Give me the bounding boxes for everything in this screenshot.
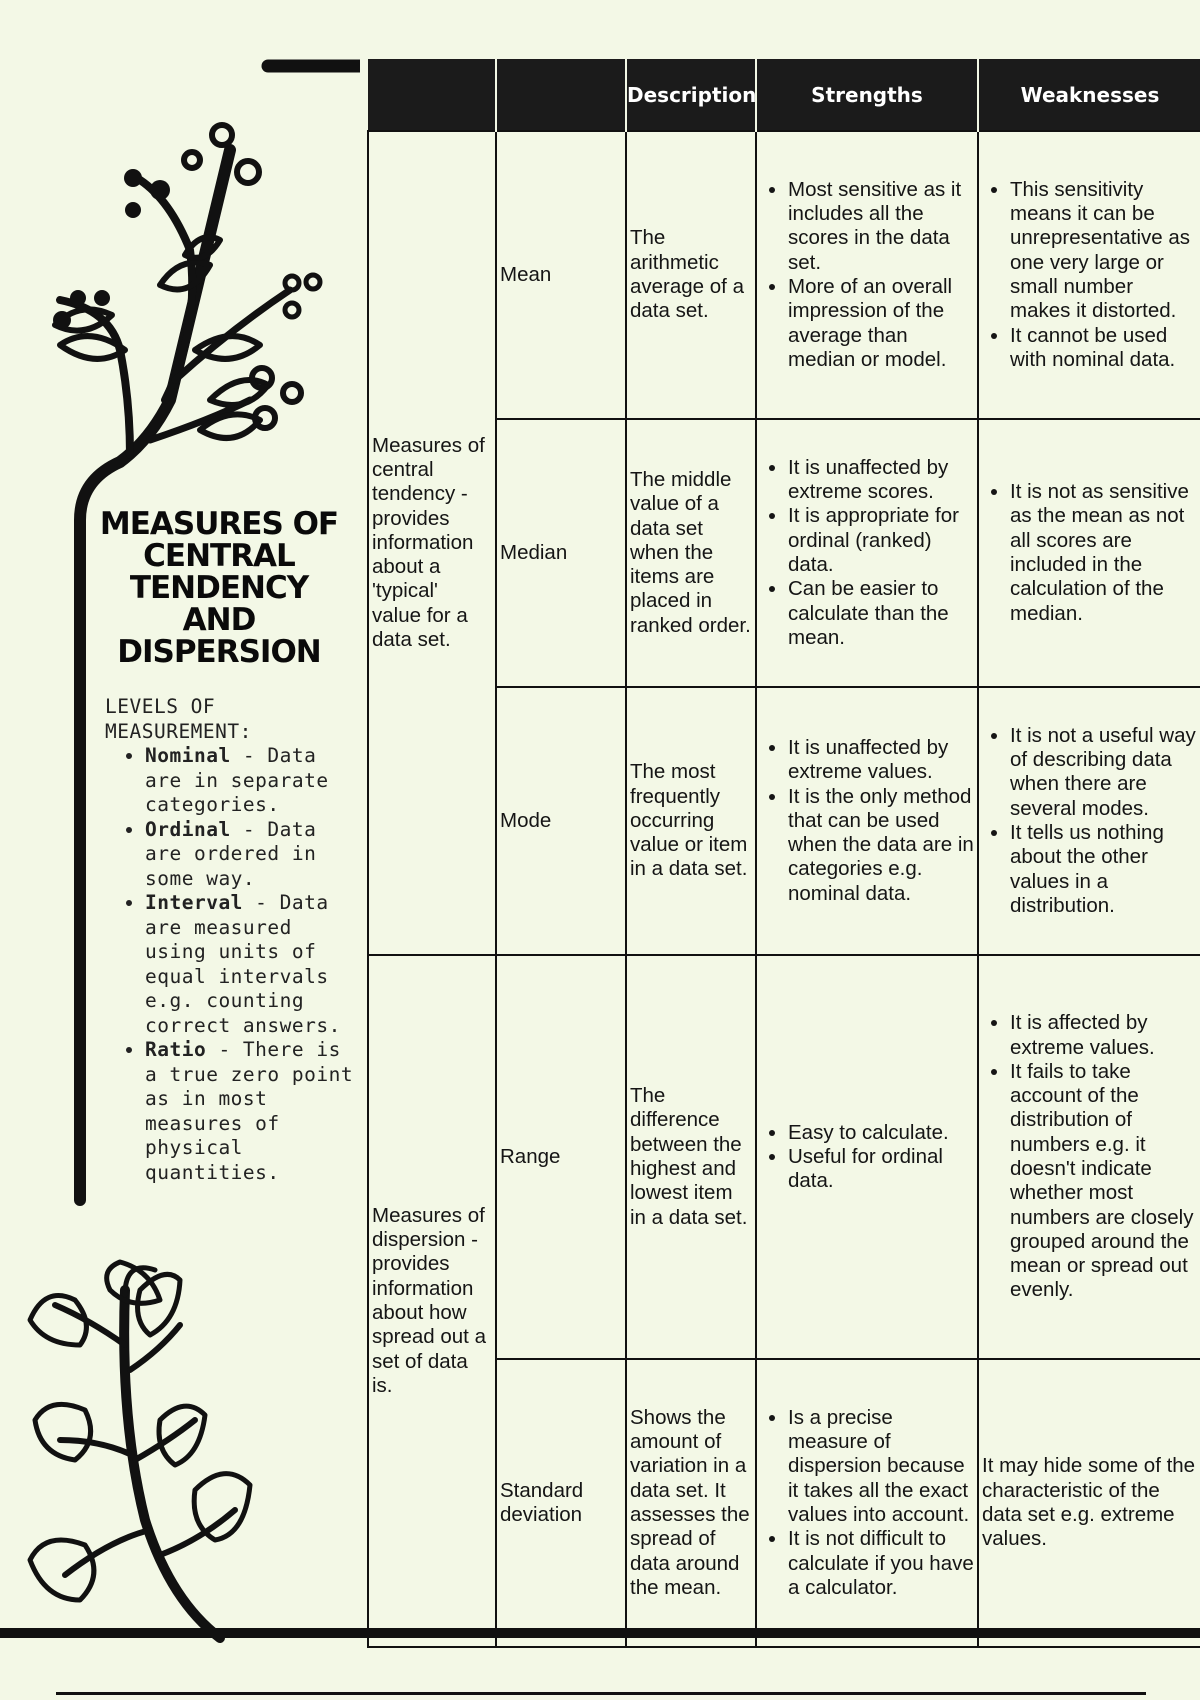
header-measure [496, 59, 626, 131]
measure-description: The middle value of a data set when the items are placed in ranked order. [626, 419, 756, 687]
bottom-rule [0, 1628, 1200, 1638]
strength-item: • It is unaffected by extreme scores. [788, 456, 974, 505]
weakness-item: • This sensitivity means it can be unrepresentative as one very large or small number makes it distorted. [1010, 178, 1197, 324]
measure-weaknesses [978, 687, 1200, 955]
strength-item: • It is the only method that can be used when the data are in categories e.g. nominal data. [788, 785, 974, 906]
measure-weaknesses [978, 955, 1200, 1359]
strength-item: • More of an overall impression of the average than median or model. [788, 275, 974, 372]
level-text: - Data are ordered in some way. [145, 817, 317, 890]
strength-item: • Easy to calculate. [788, 1121, 974, 1145]
measure-strengths [756, 687, 978, 955]
group-dispersion: Measures of dispersion - provides information about how spread out a set of data is. [368, 955, 496, 1647]
measure-description: Shows the amount of variation in a data set. It assesses the spread of data around the mean. [626, 1359, 756, 1647]
table-row [368, 131, 1200, 419]
weakness-item: • It is affected by extreme values. [1010, 1011, 1197, 1060]
weakness-item: • It is not a useful way of describing data when there are several modes. [1010, 724, 1197, 821]
measure-strengths [756, 419, 978, 687]
table-header-row [368, 59, 1200, 131]
comparison-table [367, 59, 1200, 1648]
measure-name: Mode [496, 687, 626, 955]
weakness-item: • It cannot be used with nominal data. [1010, 324, 1197, 373]
group-central-tendency: Measures of central tendency - provides information about a 'typical' value for a data set. [368, 131, 496, 955]
weakness-item: • It tells us nothing about the other values in a distribution. [1010, 821, 1197, 918]
level-ordinal [145, 818, 360, 892]
footer-line [56, 1692, 1146, 1695]
strength-item: • Most sensitive as it includes all the scores in the data set. [788, 178, 974, 275]
measure-strengths [756, 1359, 978, 1647]
level-text: - Data are measured using units of equal intervals e.g. counting correct answers. [145, 891, 341, 1037]
header-strengths: Strengths [756, 59, 978, 131]
strength-item: • Useful for ordinal data. [788, 1145, 974, 1194]
weakness-item: • It is not as sensitive as the mean as not all scores are included in the calculation of the median. [1010, 480, 1197, 626]
measure-description: The difference between the highest and lowest item in a data set. [626, 955, 756, 1359]
level-text: - There is a true zero point as in most measures of physical quantities. [145, 1038, 354, 1184]
levels-list [105, 744, 360, 1185]
measure-description: The most frequently occurring value or item in a data set. [626, 687, 756, 955]
strength-item: • It is appropriate for ordinal (ranked) data. [788, 504, 974, 577]
header-group [368, 59, 496, 131]
measure-name: Mean [496, 131, 626, 419]
strength-item: • It is not difficult to calculate if you have a calculator. [788, 1527, 974, 1600]
comparison-table-wrapper [367, 59, 1200, 1648]
measure-name: Median [496, 419, 626, 687]
measure-name: Standard deviation [496, 1359, 626, 1647]
measure-weaknesses [978, 131, 1200, 419]
measure-weaknesses [978, 419, 1200, 687]
table-row [368, 955, 1200, 1359]
measure-name: Range [496, 955, 626, 1359]
level-interval [145, 891, 360, 1038]
levels-of-measurement [105, 695, 360, 1185]
level-ratio [145, 1038, 360, 1185]
header-description: Description [626, 59, 756, 131]
level-term: Ratio [145, 1038, 207, 1061]
weakness-item: • It fails to take account of the distribution of numbers e.g. it doesn't indicate whether most numbers are closely grouped around the mean or spread out evenly. [1010, 1060, 1197, 1303]
measure-strengths [756, 131, 978, 419]
header-weaknesses: Weaknesses [978, 59, 1200, 131]
level-term: Nominal [145, 744, 231, 767]
strength-item: • Can be easier to calculate than the mean. [788, 577, 974, 650]
page-title: MEASURES OF CENTRAL TENDENCY AND DISPERSION [99, 506, 339, 670]
measure-description: The arithmetic average of a data set. [626, 131, 756, 419]
strength-item: • Is a precise measure of dispersion because it takes all the exact values into account. [788, 1406, 974, 1527]
level-term: Ordinal [145, 817, 231, 841]
measure-strengths [756, 955, 978, 1359]
strength-item: • It is unaffected by extreme values. [788, 736, 974, 785]
measure-weaknesses: It may hide some of the characteristic of the data set e.g. extreme values. [978, 1359, 1200, 1647]
level-term: Interval [145, 891, 243, 914]
level-text: - Data are in separate categories. [145, 744, 329, 816]
level-nominal [145, 744, 360, 818]
levels-heading: LEVELS OF MEASUREMENT: [105, 695, 252, 743]
